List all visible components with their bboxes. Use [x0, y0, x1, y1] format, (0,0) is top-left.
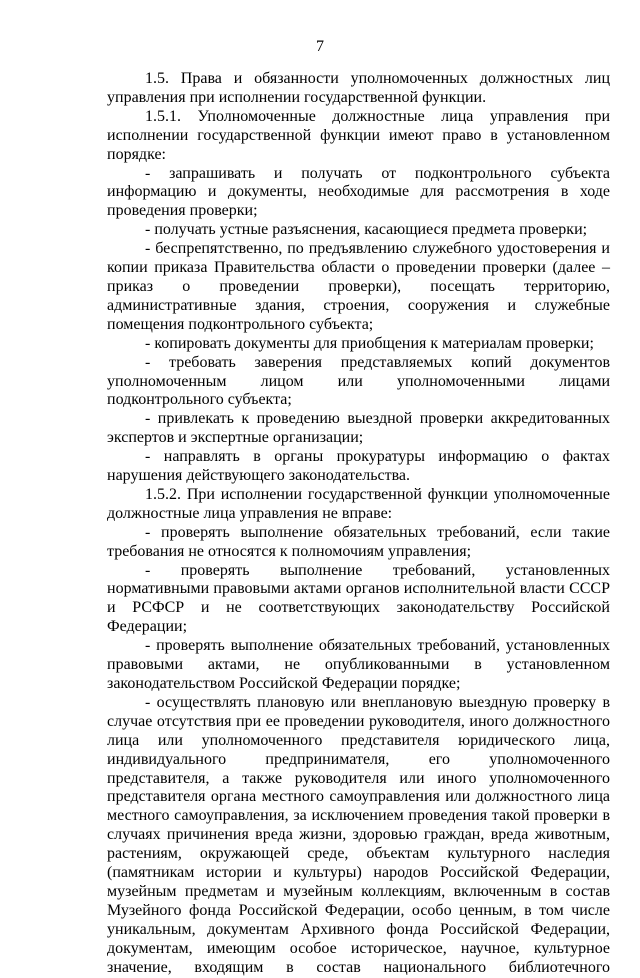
- list-item-copy-documents: - копировать документы для приобщения к материалам проверки;: [145, 334, 594, 352]
- list-item-oral-explanations: - получать устные разъяснения, касающиеся предмета проверки;: [145, 221, 588, 239]
- list-item-request-information: - запрашивать и получать от подконтрольного субъекта информацию и документы, необходимые для рассмотрения в ходе проведения проверки;: [107, 164, 610, 220]
- list-item-not-within-powers: - проверять выполнение обязательных требований, если такие требования не относятся к полномочиям управления;: [107, 523, 610, 560]
- list-item-inspection-without-representative: - осуществлять плановую или внеплановую выездную проверку в случае отсутствия при ее проведении руководителя, иного должностного лица или уполномоченного представителя юридического лица, индивидуального предпринимателя, его уполномоченного представителя, а также руководителя или иного уполномоченного представителя органа местного самоуправления или должностного лица местного самоуправления, за исключением проведения такой проверки в случаях причинения вреда жизни, здоровью граждан, вреда животным, растениям, окружающей среде, объектам культурного наследия (памятникам истории и культуры) народов Российской Федерации, музейным предметам и музейным коллекциям, включенным в состав Музейного фонда Российской Федерации, особо ценным, в том числе уникальным, документам Архивного фонда Российской Федерации, документам, имеющим особое историческое, научное, культурное значение, входящим в состав национального библиотечного: [107, 693, 610, 976]
- list-item-certify-copies: - требовать заверения представляемых копий документов уполномоченным лицом или уполномоченными лицами подконтрольного субъекта;: [107, 353, 610, 409]
- paragraph-1-5-1: 1.5.1. Уполномоченные должностные лица управления при исполнении государственной функции имеют право в установленном порядке:: [107, 107, 610, 163]
- page-number: 7: [316, 38, 324, 55]
- list-item-unpublished-acts: - проверять выполнение обязательных требований, установленных правовыми актами, не опубликованными в установленном законодательством Российской Федерации порядке;: [107, 637, 610, 692]
- paragraph-1-5-2: 1.5.2. При исполнении государственной функции уполномоченные должностные лица управления не вправе:: [107, 485, 610, 522]
- paragraph-1-5-heading: 1.5. Права и обязанности уполномоченных должностных лиц управления при исполнении государственной функции.: [107, 70, 610, 106]
- list-item-send-to-prosecutor: - направлять в органы прокуратуры информацию о фактах нарушения действующего законодательства.: [107, 448, 610, 485]
- list-item-visit-territory: - беспрепятственно, по предъявлению служебного удостоверения и копии приказа Правительства области о проведении проверки (далее – приказ о проведении проверки), посещать территорию, административные здания, строения, сооружения и служебные помещения подконтрольного субъекта;: [107, 240, 610, 333]
- list-item-ussr-rsfsr-acts: - проверять выполнение требований, установленных нормативными правовыми актами органов исполнительной власти СССР и РСФСР и не соответствующих законодательству Российской Федерации;: [107, 561, 610, 636]
- document-body: [107, 70, 610, 978]
- list-item-involve-experts: - привлекать к проведению выездной проверки аккредитованных экспертов и экспертные организации;: [107, 410, 610, 447]
